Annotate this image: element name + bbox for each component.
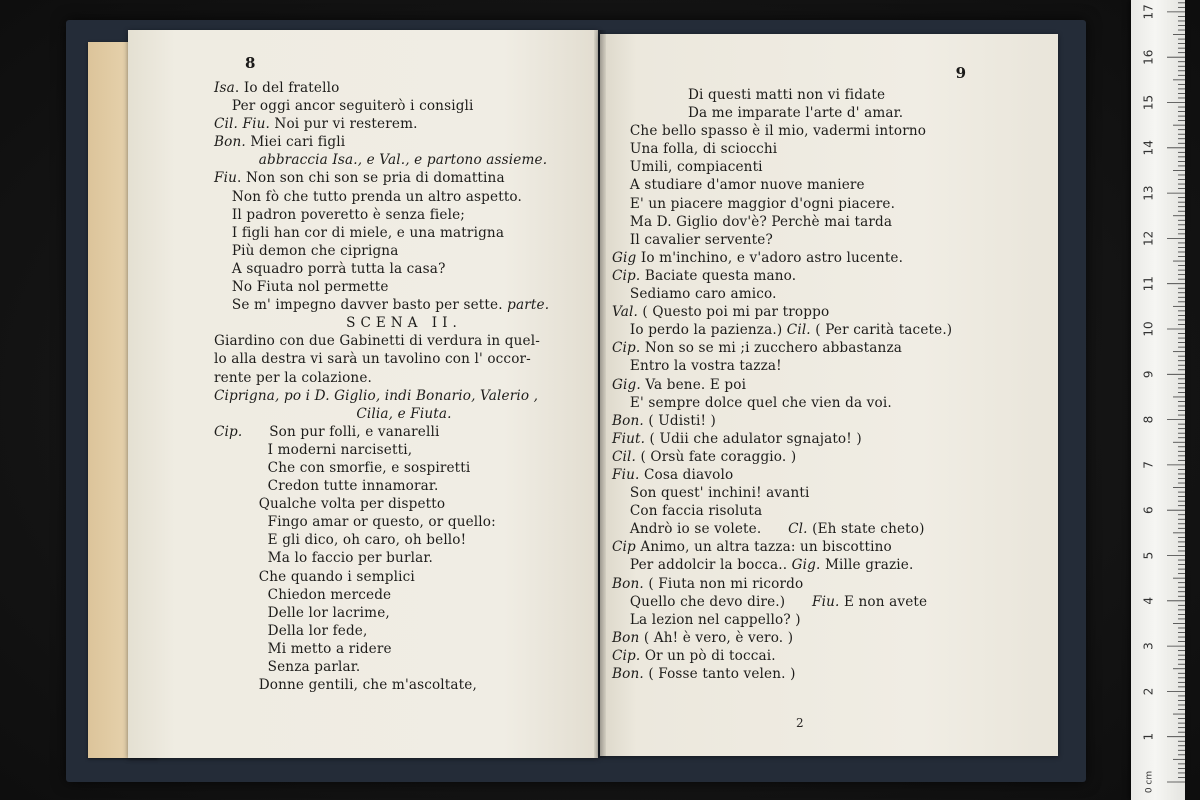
- verse-text: A squadro porrà tutta la casa?: [214, 260, 446, 277]
- verse-text: ( Udisti! ): [643, 412, 716, 429]
- verse-text: Di questi matti non vi fidate: [612, 87, 886, 103]
- text-line: [214, 441, 594, 459]
- text-line: [214, 531, 594, 549]
- text-line: [612, 140, 1052, 158]
- text-line: [612, 412, 1052, 430]
- verse-text: E' un piacere maggior d'ogni piacere.: [612, 195, 896, 212]
- verse-text: E' sempre dolce quel che vien da voi.: [612, 394, 892, 411]
- ruler-number: 3: [1141, 642, 1156, 650]
- speaker-or-stage-direction: Fiu: [214, 170, 237, 187]
- left-page: [128, 30, 598, 758]
- verse-text: rente per la colazione.: [214, 369, 372, 386]
- speaker-or-stage-direction: Bon.: [214, 134, 246, 151]
- ruler-number: 1: [1141, 732, 1156, 741]
- verse-text: Non fò che tutto prenda un altro aspetto.: [214, 188, 523, 205]
- text-line: [612, 629, 1052, 647]
- text-line: [214, 369, 594, 387]
- verse-text: I moderni narcisetti,: [214, 441, 413, 458]
- verse-text: Che quando i semplici: [214, 568, 415, 585]
- verse-text: SCENA II.: [346, 315, 462, 332]
- verse-text: Da me imparate l'arte d' amar.: [612, 105, 904, 122]
- speaker-or-stage-direction: abbraccia Isa., e Val., e partono assieme.: [214, 152, 548, 169]
- speaker-or-stage-direction: Cil.: [612, 448, 637, 465]
- ruler-number: 16: [1141, 49, 1156, 65]
- verse-text: Son pur folli, e vanarelli: [242, 423, 440, 440]
- verse-text: Delle lor lacrime,: [214, 604, 390, 621]
- text-line: [214, 151, 594, 169]
- text-line: [214, 477, 594, 495]
- verse-text: Noi pur vi resterem.: [269, 116, 418, 133]
- verse-text: Andrò io se volete.: [612, 521, 789, 538]
- text-line: [612, 176, 1052, 194]
- speaker-or-stage-direction: Cl.: [788, 521, 808, 538]
- speaker-or-stage-direction: Cip.: [612, 647, 641, 664]
- text-line: [612, 339, 1052, 357]
- text-line: [612, 448, 1052, 466]
- text-line: [214, 169, 594, 187]
- text-line: [214, 423, 594, 441]
- ruler-scale: [1131, 0, 1185, 800]
- text-line: [214, 296, 594, 314]
- text-line: [612, 611, 1052, 629]
- text-line: [612, 357, 1052, 375]
- text-line: [214, 224, 594, 242]
- text-line: [214, 676, 594, 694]
- text-line: [214, 459, 594, 477]
- text-line: [214, 586, 594, 604]
- verse-text: Umili, compiacenti: [612, 159, 763, 176]
- text-line: [612, 502, 1052, 520]
- text-line: [214, 549, 594, 567]
- verse-text: A studiare d'amor nuove maniere: [612, 177, 865, 194]
- ruler-number: 11: [1141, 276, 1156, 292]
- ruler-number: 12: [1141, 230, 1156, 247]
- speaker-or-stage-direction: Cil.: [786, 322, 811, 339]
- text-line: [214, 332, 594, 350]
- verse-text: (Eh state cheto): [807, 521, 925, 538]
- speaker-or-stage-direction: Gig.: [612, 376, 641, 393]
- text-line: [612, 430, 1052, 448]
- ruler-number: 10: [1141, 321, 1156, 337]
- text-line: [612, 376, 1052, 394]
- verse-text: Cosa diavolo: [639, 466, 734, 483]
- text-line: [612, 158, 1052, 176]
- speaker-or-stage-direction: Val.: [612, 304, 638, 321]
- text-line: [612, 231, 1052, 249]
- verse-text: Una folla, di sciocchi: [612, 141, 778, 158]
- text-line: [214, 387, 594, 405]
- speaker-or-stage-direction: parte.: [507, 297, 550, 314]
- text-line: [612, 86, 1052, 104]
- verse-text: Or un pò di toccai.: [640, 647, 776, 664]
- text-line: [214, 622, 594, 640]
- verse-text: lo alla destra vi sarà un tavolino con l' occor-: [214, 351, 531, 368]
- right-page-text: [612, 86, 1052, 683]
- speaker-or-stage-direction: Cip: [612, 539, 636, 556]
- verse-text: Per addolcir la bocca..: [612, 557, 792, 574]
- verse-text: No Fiuta nol permette: [214, 279, 389, 296]
- verse-text: Donne gentili, che m'ascoltate,: [214, 677, 477, 694]
- verse-text: Va bene. E poi: [640, 376, 747, 393]
- right-page: [600, 34, 1058, 756]
- ruler-number: 4: [1141, 596, 1156, 605]
- text-line: [214, 658, 594, 676]
- speaker-or-stage-direction: Fiu.: [612, 466, 640, 483]
- text-line: [214, 133, 594, 151]
- speaker-or-stage-direction: Cip.: [612, 267, 641, 284]
- speaker-or-stage-direction: Gig: [612, 249, 637, 266]
- text-line: [214, 97, 594, 115]
- ruler-number: 14: [1141, 140, 1156, 156]
- verse-text: Entro la vostra tazza!: [612, 358, 782, 375]
- text-line: [612, 213, 1052, 231]
- text-line: [214, 513, 594, 531]
- text-line: [612, 556, 1052, 574]
- signature-mark: 2: [796, 716, 804, 730]
- verse-text: Son quest' inchini! avanti: [612, 485, 810, 502]
- verse-text: Se m' impegno davver basto per sette.: [214, 297, 508, 314]
- text-line: [612, 104, 1052, 122]
- verse-text: Per oggi ancor seguiterò i consigli: [214, 98, 474, 115]
- verse-text: I figli han cor di miele, e una matrigna: [214, 224, 505, 241]
- text-line: [612, 575, 1052, 593]
- text-line: [214, 495, 594, 513]
- text-line: [612, 484, 1052, 502]
- ruler-number: 0 cm: [1144, 770, 1155, 794]
- verse-text: E gli dico, oh caro, oh bello!: [214, 532, 467, 549]
- ruler-number: 5: [1141, 551, 1156, 560]
- verse-text: Il padron poveretto è senza fiele;: [214, 206, 465, 223]
- verse-text: ( Fiuta non mi ricordo: [643, 575, 804, 592]
- ruler-number: 7: [1141, 461, 1156, 469]
- speaker-or-stage-direction: Gig.: [791, 557, 821, 574]
- text-line: [612, 394, 1052, 412]
- speaker-or-stage-direction: Bon: [612, 629, 640, 646]
- verse-text: Io m'inchino, e v'adoro astro lucente.: [636, 249, 904, 266]
- book-gutter: [594, 30, 606, 758]
- speaker-or-stage-direction: Fiu.: [812, 593, 840, 610]
- verse-text: ( Orsù fate coraggio. ): [636, 448, 797, 465]
- page-number-left: 8: [245, 54, 256, 72]
- text-line: [612, 122, 1052, 140]
- ruler-number: 13: [1141, 185, 1156, 201]
- verse-text: ( Ah! è vero, è vero. ): [639, 629, 794, 646]
- text-line: [214, 260, 594, 278]
- ruler-number: 15: [1141, 94, 1156, 111]
- verse-text: Mille grazie.: [820, 557, 914, 574]
- text-line: [214, 278, 594, 296]
- verse-text: Quello che devo dire.): [612, 593, 813, 610]
- measuring-ruler: [1131, 0, 1185, 800]
- verse-text: Sediamo caro amico.: [612, 286, 777, 303]
- verse-text: Miei cari figli: [245, 134, 346, 151]
- verse-text: Senza parlar.: [214, 659, 361, 675]
- ruler-number: 8: [1141, 415, 1156, 424]
- speaker-or-stage-direction: Isa: [214, 80, 235, 96]
- verse-text: . Io del fratello: [234, 80, 340, 96]
- text-line: [612, 195, 1052, 213]
- speaker-or-stage-direction: Bon.: [612, 666, 644, 682]
- text-line: [612, 665, 1052, 683]
- text-line: [612, 593, 1052, 611]
- verse-text: Giardino con due Gabinetti di verdura in quel-: [214, 333, 540, 350]
- text-line: [612, 249, 1052, 267]
- text-line: [214, 314, 594, 332]
- text-line: [214, 79, 594, 97]
- speaker-or-stage-direction: Fiut.: [612, 430, 646, 447]
- speaker-or-stage-direction: Cil. Fiu.: [214, 116, 270, 133]
- ruler-number: 6: [1141, 506, 1156, 515]
- speaker-or-stage-direction: Bon.: [612, 412, 644, 429]
- text-line: [612, 520, 1052, 538]
- text-line: [214, 604, 594, 622]
- verse-text: Più demon che ciprigna: [214, 242, 399, 259]
- text-line: [612, 321, 1052, 339]
- text-line: [214, 568, 594, 586]
- text-line: [612, 466, 1052, 484]
- verse-text: Ma lo faccio per burlar.: [214, 550, 433, 567]
- speaker-or-stage-direction: Ciprigna, po i D. Giglio, indi Bonario, Valerio ,: [214, 387, 539, 404]
- ruler-number: 9: [1141, 370, 1156, 379]
- verse-text: Fingo amar or questo, or quello:: [214, 514, 496, 531]
- speaker-or-stage-direction: Bon.: [612, 575, 644, 592]
- verse-text: Chiedon mercede: [214, 586, 392, 603]
- text-line: [612, 285, 1052, 303]
- speaker-or-stage-direction: Cip.: [612, 340, 641, 357]
- verse-text: ( Fosse tanto velen. ): [643, 666, 796, 682]
- text-line: [214, 405, 594, 423]
- text-line: [214, 206, 594, 224]
- verse-text: Con faccia risoluta: [612, 503, 763, 520]
- text-line: [612, 538, 1052, 556]
- page-number-right: 9: [955, 64, 966, 82]
- text-line: [214, 188, 594, 206]
- text-line: [214, 350, 594, 368]
- verse-text: ( Per carità tacete.): [810, 322, 953, 339]
- verse-text: La lezion nel cappello? ): [612, 611, 801, 628]
- verse-text: Io perdo la pazienza.): [612, 322, 787, 339]
- speaker-or-stage-direction: Cip.: [214, 423, 243, 440]
- verse-text: Credon tutte innamorar.: [214, 478, 439, 495]
- text-line: [612, 303, 1052, 321]
- verse-text: E non avete: [839, 593, 928, 610]
- text-line: [214, 640, 594, 658]
- text-line: [214, 242, 594, 260]
- text-line: [612, 647, 1052, 665]
- verse-text: Che bello spasso è il mio, vadermi intorno: [612, 123, 927, 140]
- verse-text: . Non son chi son se pria di domattina: [237, 170, 505, 187]
- text-line: [214, 115, 594, 133]
- ruler-number: 17: [1141, 4, 1156, 20]
- speaker-or-stage-direction: Cilia, e Fiuta.: [356, 405, 452, 422]
- left-page-text: [214, 79, 594, 694]
- verse-text: Il cavalier servente?: [612, 231, 773, 248]
- verse-text: Baciate questa mano.: [640, 267, 797, 284]
- verse-text: Animo, un altra tazza: un biscottino: [635, 539, 892, 556]
- verse-text: Mi metto a ridere: [214, 640, 392, 657]
- verse-text: Non so se mi ;i zucchero abbastanza: [640, 340, 903, 357]
- text-line: [612, 267, 1052, 285]
- verse-text: Ma D. Giglio dov'è? Perchè mai tarda: [612, 213, 893, 230]
- verse-text: Qualche volta per dispetto: [214, 496, 446, 513]
- verse-text: ( Udii che adulator sgnajato! ): [645, 430, 862, 447]
- verse-text: ( Questo poi mi par troppo: [637, 304, 830, 321]
- verse-text: Che con smorfie, e sospiretti: [214, 459, 471, 476]
- ruler-number: 2: [1141, 687, 1156, 696]
- verse-text: Della lor fede,: [214, 622, 368, 639]
